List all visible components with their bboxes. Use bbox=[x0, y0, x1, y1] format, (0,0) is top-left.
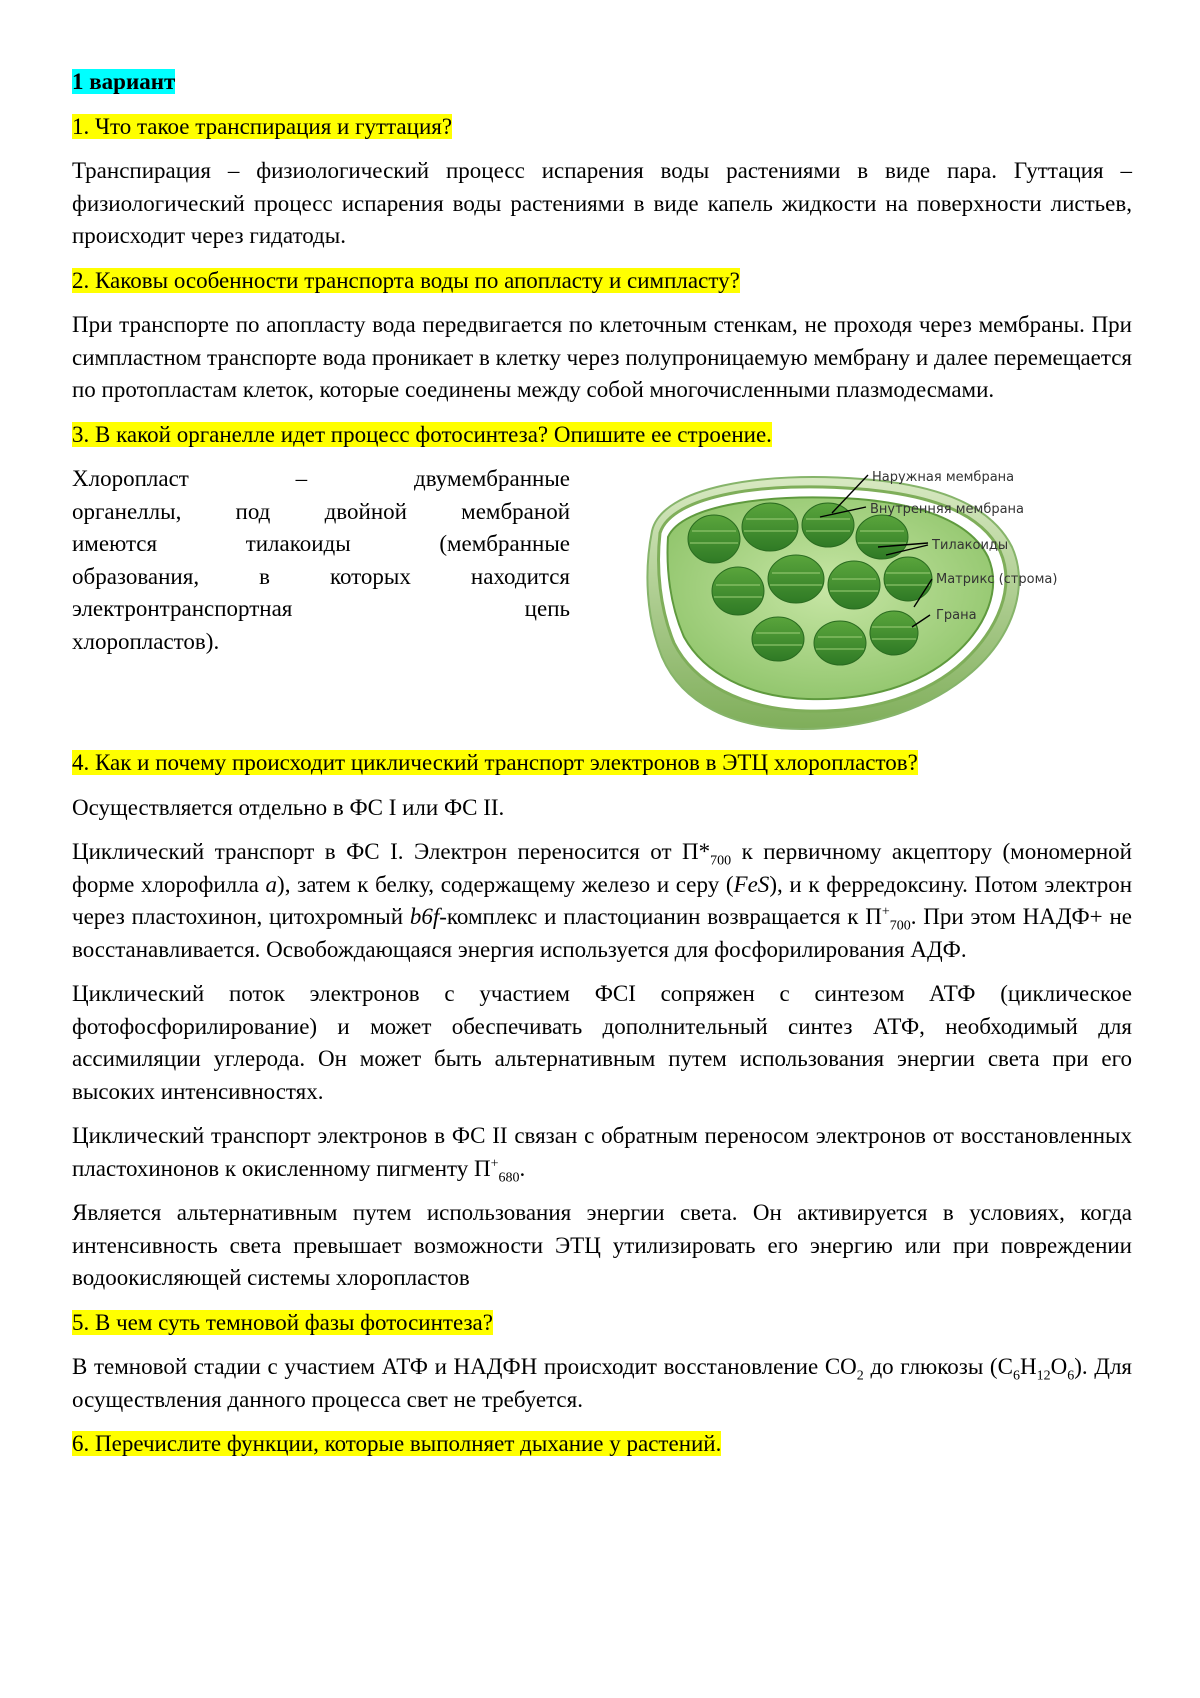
answer-3-line: Хлоропласт – двумембранные bbox=[72, 466, 570, 491]
answer-1: Транспирация – физиологический процесс испарения воды растениями в виде пара. Гуттация – физиологический процесс испарения воды растениями в виде капель жидкости на поверхности листьев, происходит через гидатоды. bbox=[72, 158, 1132, 248]
label-outer-membrane: Наружная мембрана bbox=[872, 470, 1015, 485]
question-2-text: 2. Каковы особенности транспорта воды по апопласту и симпласту? bbox=[72, 267, 740, 293]
label-grana: Грана bbox=[936, 608, 977, 623]
answer-3-line: хлоропластов). bbox=[72, 628, 220, 654]
label-thylakoids: Тилакоиды bbox=[932, 538, 1009, 553]
answer-4-alt: Является альтернативным путем использования энергии света. Он активируется в условиях, когда интенсивность света превышает возможности ЭТЦ утилизировать его энергию или при повреждении водоокисляющей системы хлоропластов bbox=[72, 1200, 1132, 1290]
answer-4-intro: Осуществляется отдельно в ФС I или ФС II. bbox=[72, 794, 505, 820]
question-5 bbox=[72, 1307, 1132, 1340]
chloroplast-section bbox=[72, 463, 1132, 733]
question-4-text: 4. Как и почему происходит циклический транспорт электронов в ЭТЦ хлоропластов? bbox=[72, 750, 918, 775]
question-2 bbox=[72, 265, 1132, 298]
label-inner-membrane: Внутренняя мембрана bbox=[870, 502, 1025, 517]
question-5-text: 5. В чем суть темновой фазы фотосинтеза? bbox=[72, 1309, 493, 1335]
question-6-text: 6. Перечислите функции, которые выполняет дыхание у растений. bbox=[72, 1431, 722, 1456]
document-content bbox=[72, 66, 1132, 1473]
question-3-text: 3. В какой органелле идет процесс фотосинтеза? Опишите ее строение. bbox=[72, 421, 772, 447]
question-4 bbox=[72, 747, 1132, 780]
answer-4-fs1: Циклический транспорт в ФС I. Электрон переносится от $П*_{700}$ к первичному акцептору (мономерной форме хлорофилла a), затем к белку, содержащему железо и серу (FeS), и к ферредоксину. Потом электрон через пластохинон, цитохромный b6f-комплекс и пластоцианин возвращается к $П^+_{700}$. При этом НАДФ+ не восстанавливается. Освобождающаяся энергия используется для фосфорилирования АДФ. bbox=[72, 839, 1133, 962]
answer-3 bbox=[72, 463, 570, 658]
variant-heading bbox=[72, 66, 1132, 99]
answer-3-line: имеются тилакоиды (мембранные bbox=[72, 531, 570, 556]
answer-4-fs2: Циклический транспорт электронов в ФС II связан с обратным переносом электронов от восстановленных пластохинонов к окисленному пигменту $П^+_{680}$. bbox=[72, 1123, 1132, 1186]
question-3 bbox=[72, 419, 1132, 452]
label-stroma: Матрикс (строма) bbox=[936, 572, 1058, 587]
answer-3-line: органеллы, под двойной мембраной bbox=[72, 498, 570, 524]
answer-5: В темновой стадии с участием АТФ и НАДФН происходит восстановление $СО_2$ до глюкозы $(С_6Н_{12}О_6)$. Для осуществления данного процесса свет не требуется. bbox=[72, 1354, 1132, 1412]
answer-4-fs1-flow: Циклический поток электронов с участием ФСI сопряжен с синтезом АТФ (циклическое фотофосфорилирование) и может обеспечивать дополнительный синтез АТФ, необходимый для ассимиляции углерода. Он может быть альтернативным путем использования энергии света при его высоких интенсивностях. bbox=[72, 981, 1132, 1104]
variant-title: 1 вариант bbox=[72, 69, 176, 94]
question-6 bbox=[72, 1428, 1132, 1461]
answer-3-line: образования, в которых находится bbox=[72, 563, 570, 589]
answer-3-line: электронтранспортная цепь bbox=[72, 596, 570, 621]
question-1 bbox=[72, 111, 1132, 144]
answer-2: При транспорте по апопласту вода передвигается по клеточным стенкам, не проходя через мембраны. При симпластном транспорте вода проникает в клетку через полупроницаемую мембрану и далее перемещается по протопластам клеток, которые соединены между собой многочисленными плазмодесмами. bbox=[72, 312, 1132, 402]
question-1-text: 1. Что такое транспирация и гуттация? bbox=[72, 113, 453, 139]
chloroplast-diagram bbox=[642, 467, 1080, 733]
